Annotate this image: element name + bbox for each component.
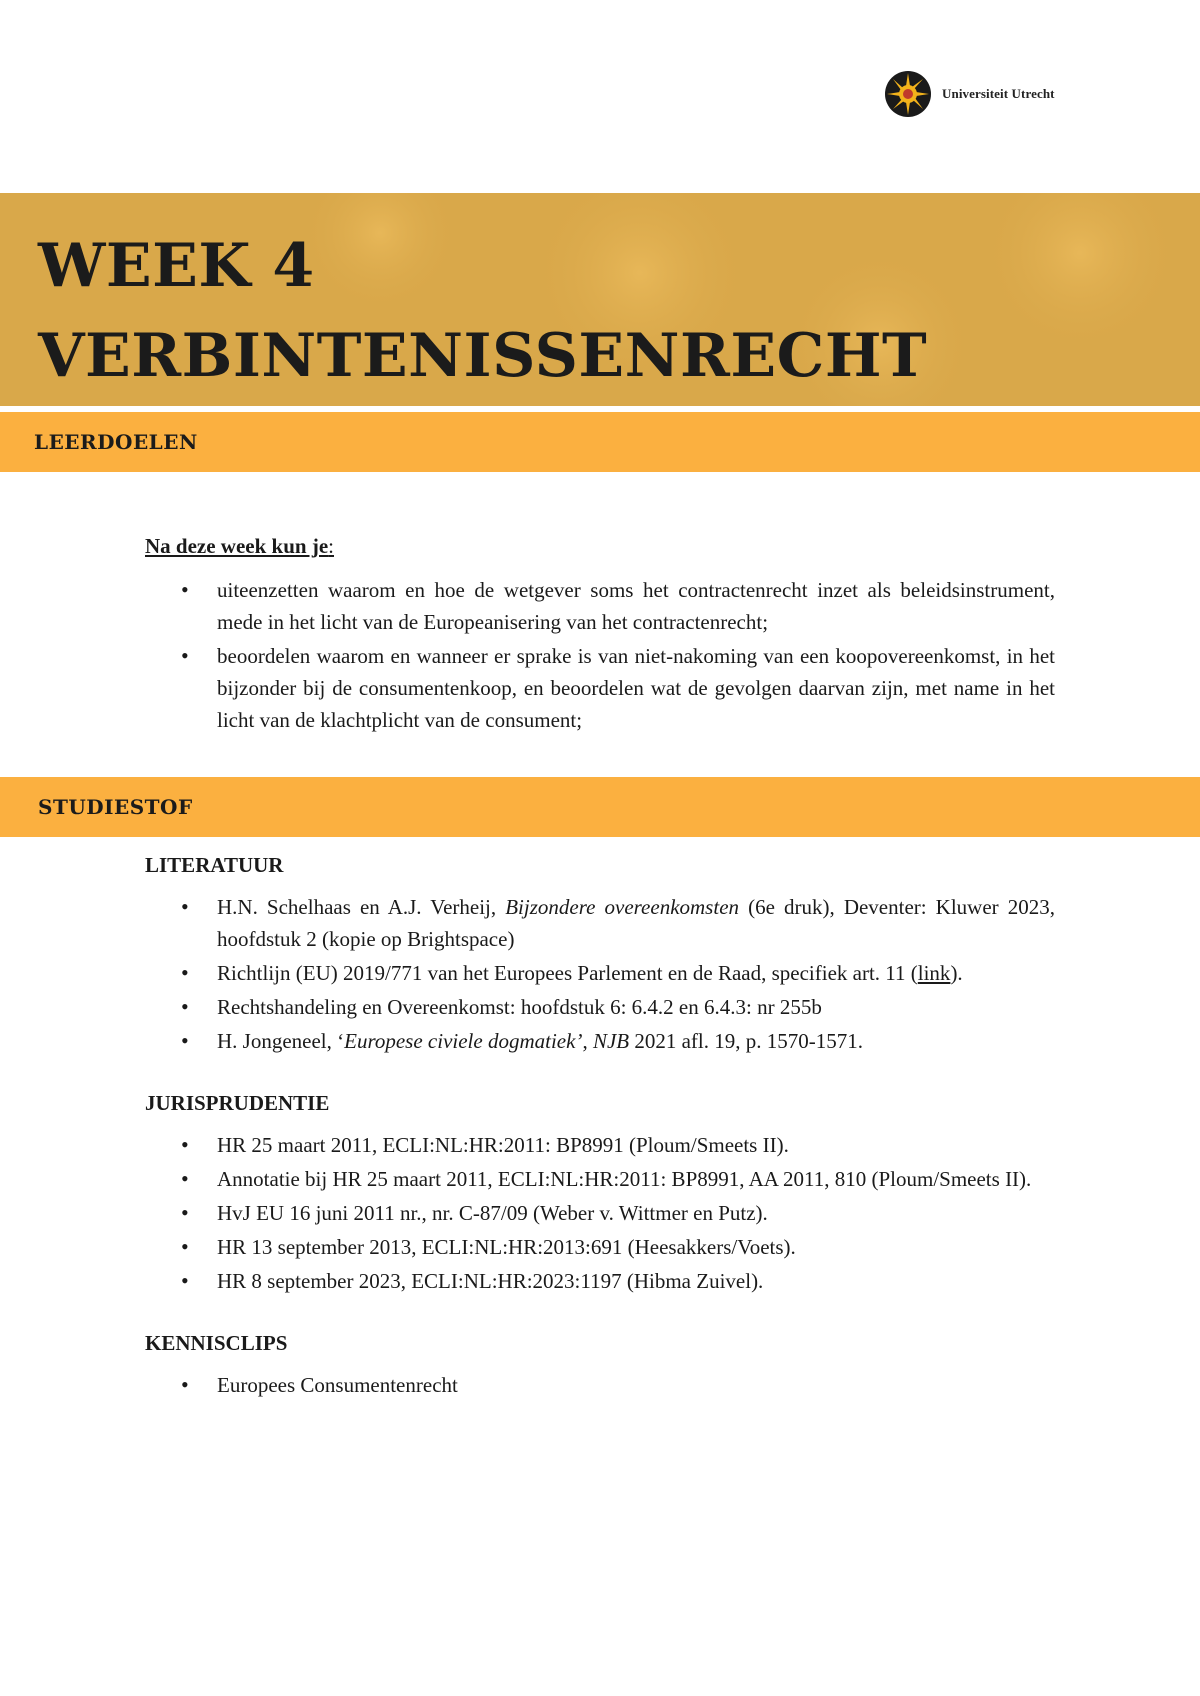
list-item: • Richtlijn (EU) 2019/771 van het Europees Parlement en de Raad, specifiek art. 11 (link). [145, 957, 1055, 989]
list-item: • Annotatie bij HR 25 maart 2011, ECLI:NL:HR:2011: BP8991, AA 2011, 810 (Ploum/Smeets II). [145, 1163, 1055, 1195]
list-item: • HR 25 maart 2011, ECLI:NL:HR:2011: BP8991 (Ploum/Smeets II). [145, 1129, 1055, 1161]
list-item: • beoordelen waarom en wanneer er sprake is van niet-nakoming van een koopovereenkomst, in het bijzonder bij de consumentenkoop, en beoordelen wat de gevolgen daarvan zijn, met name in het licht van de klachtplicht van de consument; [145, 640, 1055, 736]
logo-text: Universiteit Utrecht [942, 86, 1055, 101]
literatuur-block [145, 849, 1055, 1057]
section-band-leerdoelen [0, 412, 1200, 472]
page-title [38, 221, 927, 401]
list-item: • HR 13 september 2013, ECLI:NL:HR:2013:691 (Heesakkers/Voets). [145, 1231, 1055, 1263]
title-line-subject: VERBINTENISSENRECHT [38, 321, 928, 391]
list-item: • HvJ EU 16 juni 2011 nr., nr. C-87/09 (Weber v. Wittmer en Putz). [145, 1197, 1055, 1229]
list-item: • HR 8 september 2023, ECLI:NL:HR:2023:1197 (Hibma Zuivel). [145, 1265, 1055, 1297]
learning-goals-heading: Na deze week kun je: [145, 534, 334, 558]
literatuur-heading: LITERATUUR [145, 853, 284, 877]
list-item: • Europees Consumentenrecht [145, 1369, 1055, 1401]
kennisclips-block [145, 1327, 1055, 1401]
university-seal-icon [884, 70, 932, 118]
directive-link[interactable]: link [917, 961, 951, 985]
literatuur-list [145, 891, 1055, 1057]
list-item: • H.N. Schelhaas en A.J. Verheij, Bijzondere overeenkomsten (6e druk), Deventer: Kluwer 2023, hoofdstuk 2 (kopie op Brightspace) [145, 891, 1055, 955]
list-item: • uiteenzetten waarom en hoe de wetgever soms het contractenrecht inzet als beleidsinstrument, mede in het licht van de Europeanisering van het contractenrecht; [145, 574, 1055, 638]
learning-goals [145, 530, 1055, 738]
kennisclips-heading: KENNISCLIPS [145, 1331, 288, 1355]
university-logo [884, 70, 1055, 118]
study-material [145, 849, 1055, 1431]
jurisprudentie-list [145, 1129, 1055, 1297]
section-title-leerdoelen: LEERDOELEN [34, 430, 198, 454]
jurisprudentie-heading: JURISPRUDENTIE [145, 1091, 330, 1115]
section-band-studiestof [0, 777, 1200, 837]
learning-goals-list [145, 574, 1055, 736]
kennisclips-list [145, 1369, 1055, 1401]
hero-banner [0, 193, 1200, 406]
list-item: • Rechtshandeling en Overeenkomst: hoofdstuk 6: 6.4.2 en 6.4.3: nr 255b [145, 991, 1055, 1023]
jurisprudentie-block [145, 1087, 1055, 1297]
title-line-week: WEEK 4 [38, 231, 315, 301]
list-item: • H. Jongeneel, ‘Europese civiele dogmatiek’, NJB 2021 afl. 19, p. 1570-1571. [145, 1025, 1055, 1057]
section-title-studiestof: STUDIESTOF [38, 795, 193, 819]
